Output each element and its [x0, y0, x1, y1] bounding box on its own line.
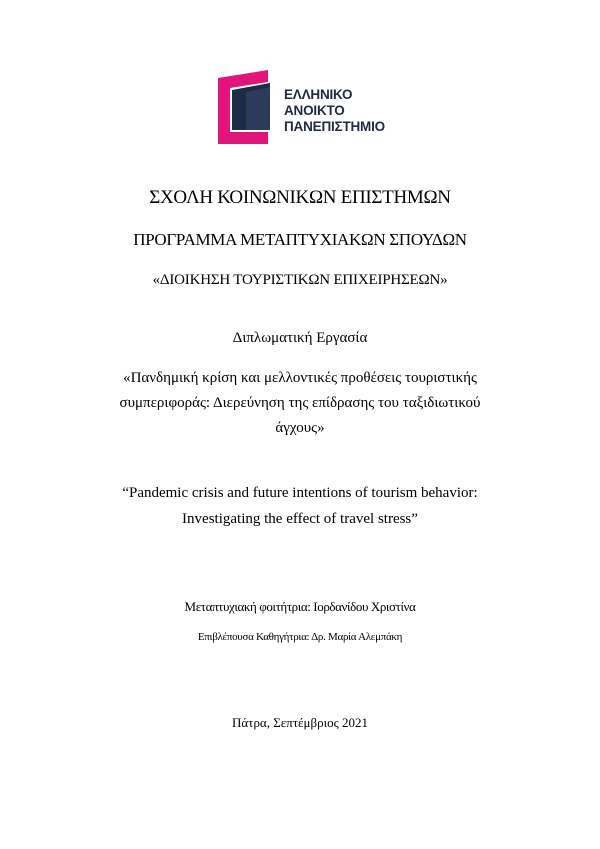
title-gr-line: συμπεριφοράς: Διερεύνηση της επίδρασης του ταξιδιωτικού: [119, 395, 481, 411]
title-gr-line: άγχους»: [275, 420, 325, 436]
student-name: Μεταπτυχιακή φοιτήτρια: Ιορδανίδου Χριστίνα: [184, 599, 416, 614]
document-type: Διπλωματική Εργασία: [232, 330, 368, 346]
thesis-title-english: [0, 480, 600, 532]
title-en-line: “Pandemic crisis and future intentions of tourism behavior:: [122, 485, 478, 501]
mba-heading: «ΔΙΟΙΚΗΣΗ ΤΟΥΡΙΣΤΙΚΩΝ ΕΠΙΧΕΙΡΗΣΕΩΝ»: [152, 272, 448, 288]
title-en-line: Investigating the effect of travel stress”: [182, 511, 418, 527]
logo-mark-icon: [218, 70, 282, 144]
logo-line-3: ΠΑΝΕΠΙΣΤΗΜΙΟ: [284, 119, 385, 134]
university-logo: [218, 70, 418, 144]
program-heading: ΠΡΟΓΡΑΜΜΑ ΜΕΤΑΠΤΥΧΙΑΚΩΝ ΣΠΟΥΔΩΝ: [133, 230, 467, 249]
logo-line-2: ΑΝΟΙΚΤΟ: [284, 103, 345, 118]
place-date: Πάτρα, Σεπτέμβριος 2021: [232, 715, 368, 730]
supervisor-name: Επιβλέπουσα Καθηγήτρια: Δρ. Μαρία Αλεμπάκη: [197, 631, 403, 643]
logo-wordmark: [284, 87, 385, 135]
thesis-title-greek: [0, 366, 600, 441]
title-gr-line: «Πανδημική κρίση και μελλοντικές προθέσεις τουριστικής: [123, 370, 477, 386]
school-heading: ΣΧΟΛΗ ΚΟΙΝΩΝΙΚΩΝ ΕΠΙΣΤΗΜΩΝ: [149, 187, 451, 208]
logo-line-1: ΕΛΛΗΝΙΚΟ: [284, 87, 353, 102]
